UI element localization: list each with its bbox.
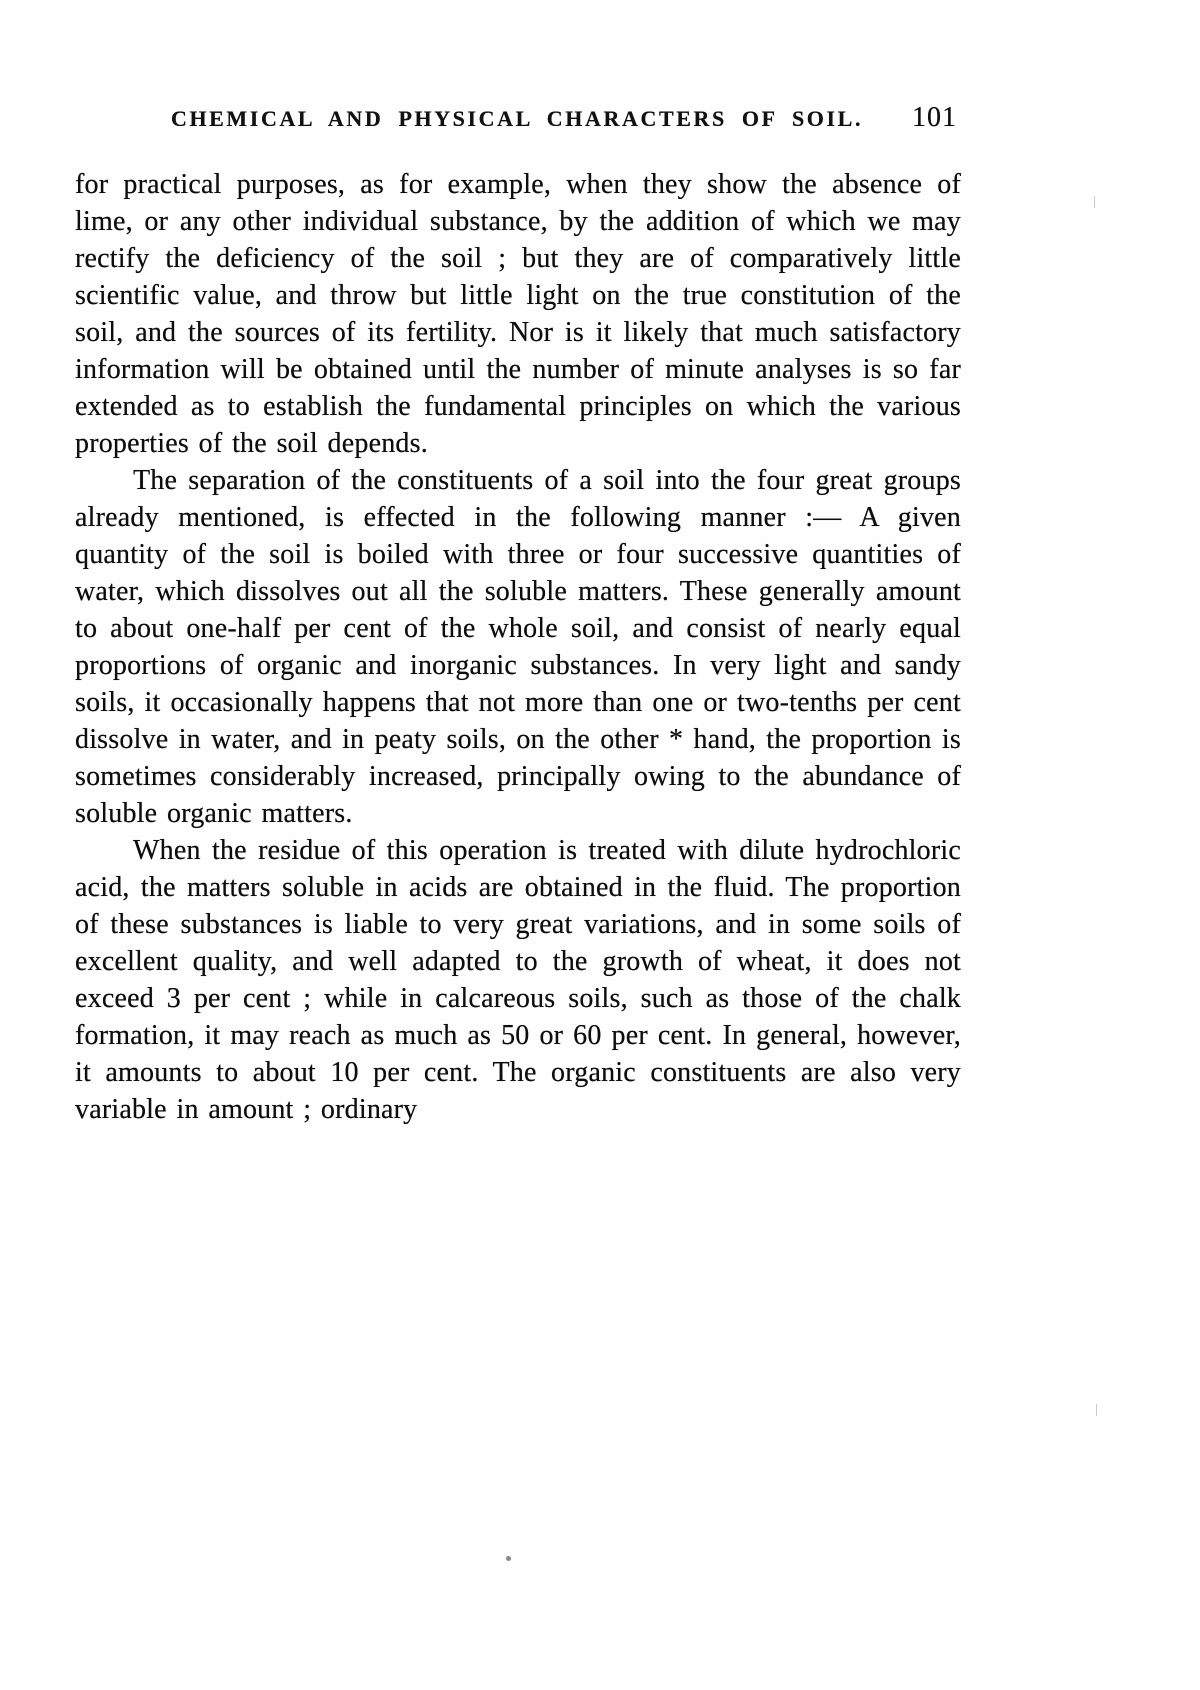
scan-speck [506,1556,511,1561]
page-header [75,102,959,133]
page-number: 101 [912,102,957,133]
paragraph-3: When the residue of this operation is treated with dilute hydrochloric acid, the matters soluble in acids are obtained in the fluid. The proportion of these substances is liable to very great variations, and in some soils of excellent quality, and well adapted to the growth of wheat, it does not exceed 3 per cent ; while in calcareous soils, such as those of the chalk formation, it may reach as much as 50 or 60 per cent. In general, however, it amounts to about 10 per cent. The organic constituents are also very variable in amount ; ordinary [75,835,961,1125]
scan-mark [1096,1404,1097,1416]
running-title: CHEMICAL AND PHYSICAL CHARACTERS OF SOIL. [170,106,864,131]
scan-mark [1094,196,1095,208]
text-block [75,166,961,1128]
paragraph-1: for practical purposes, as for example, when they show the absence of lime, or any other individual substance, by the addition of which we may rectify the deficiency of the soil ; but they are of comparatively little scientific value, and throw but little light on the true constitution of the soil, and the sources of its fertility. Nor is it likely that much satisfactory information will be obtained until the number of minute analyses is so far extended as to establish the fundamental principles on which the various properties of the soil depends. [75,169,961,459]
paragraph-2: The separation of the constituents of a soil into the four great groups already mentioned, is effected in the following manner :— A given quantity of the soil is boiled with three or four successive quantities of water, which dissolves out all the soluble matters. These generally amount to about one-half per cent of the whole soil, and consist of nearly equal proportions of organic and inorganic substances. In very light and sandy soils, it occasionally happens that not more than one or two-tenths per cent dissolve in water, and in peaty soils, on the other * hand, the proportion is sometimes considerably increased, principally owing to the abundance of soluble organic matters. [75,465,961,829]
